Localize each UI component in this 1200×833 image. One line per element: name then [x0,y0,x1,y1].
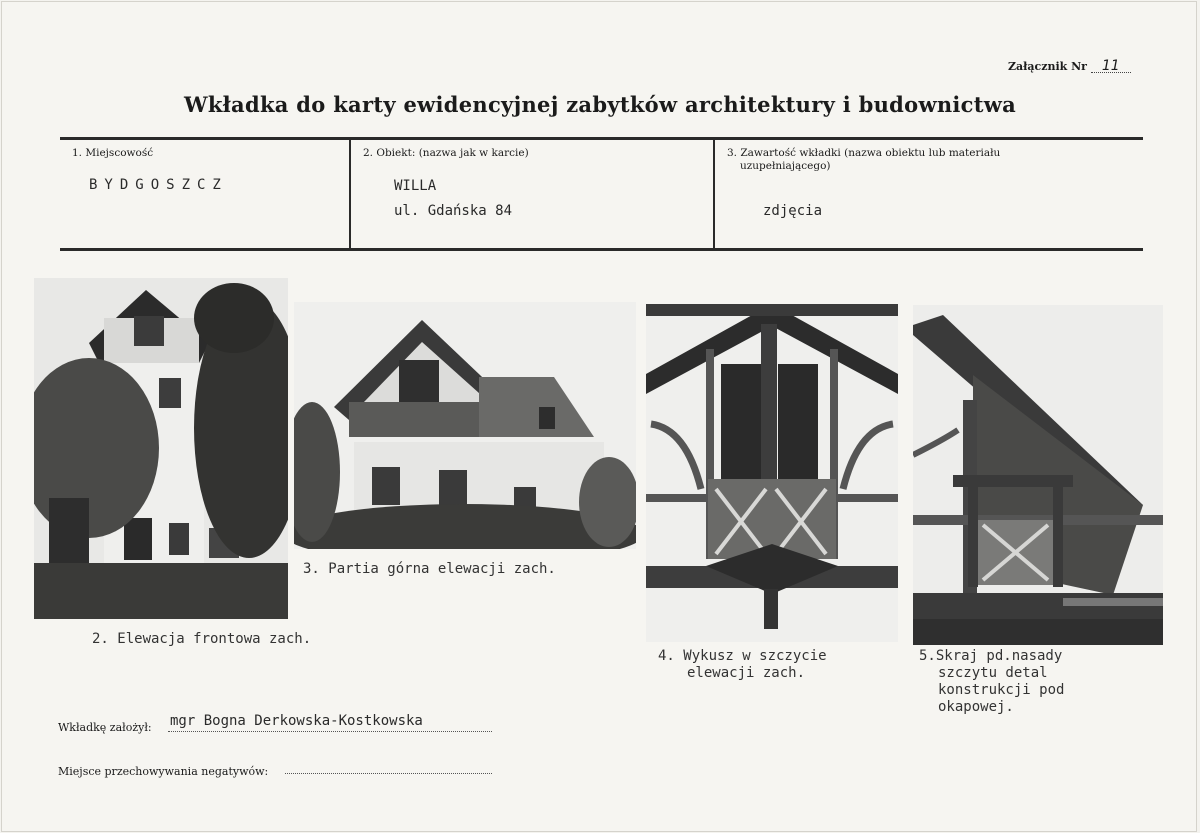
photo-gable-detail [913,305,1163,645]
contents-value: zdjęcia [763,203,823,219]
table-divider-2 [713,139,715,249]
photo-front-elevation-caption: 2. Elewacja frontowa zach. [92,631,312,647]
attachment-value: 11 [1091,60,1131,73]
table-bottom-rule [60,248,1143,251]
photo-gable-caption-line2: szczytu detal [938,665,1048,681]
negatives-label: Miejsce przechowywania negatywów: [58,765,269,778]
object-value-name: WILLA [394,178,437,194]
photo-gable-caption-line4: okapowej. [938,699,1014,715]
negatives-dotted-line [285,772,492,774]
table-divider-1 [349,139,351,249]
photo-gable-caption-line1: 5.Skraj pd.nasady [919,648,1063,664]
attachment-number [1008,60,1131,73]
contents-label-line1: 3. Zawartość wkładki (nazwa obiektu lub materiału [727,147,1001,159]
photo-oriel-caption-line2: elewacji zach. [687,665,806,681]
photo-upper-part-caption: 3. Partia górna elewacji zach. [303,561,556,577]
object-label: 2. Obiekt: (nazwa jak w karcie) [363,147,529,159]
table-top-rule [60,137,1143,140]
author-value: mgr Bogna Derkowska-Kostkowska [170,713,423,729]
author-dotted-line [168,730,492,732]
author-label: Wkładkę założył: [58,721,152,734]
object-value-address: ul. Gdańska 84 [394,203,513,219]
photo-gable-caption-line3: konstrukcji pod [938,682,1065,698]
locality-value: BYDGOSZCZ [89,177,228,193]
locality-label: 1. Miejscowość [72,147,154,159]
attachment-label: Załącznik Nr [1008,60,1087,73]
photo-oriel-caption-line1: 4. Wykusz w szczycie [658,648,827,664]
form-title: Wkładka do karty ewidencyjnej zabytków architektury i budownictwa [183,92,1017,117]
contents-label-line2: uzupełniającego) [740,160,831,172]
photo-front-elevation [34,278,288,619]
photo-oriel-window [646,304,898,642]
photo-upper-part [294,302,636,549]
